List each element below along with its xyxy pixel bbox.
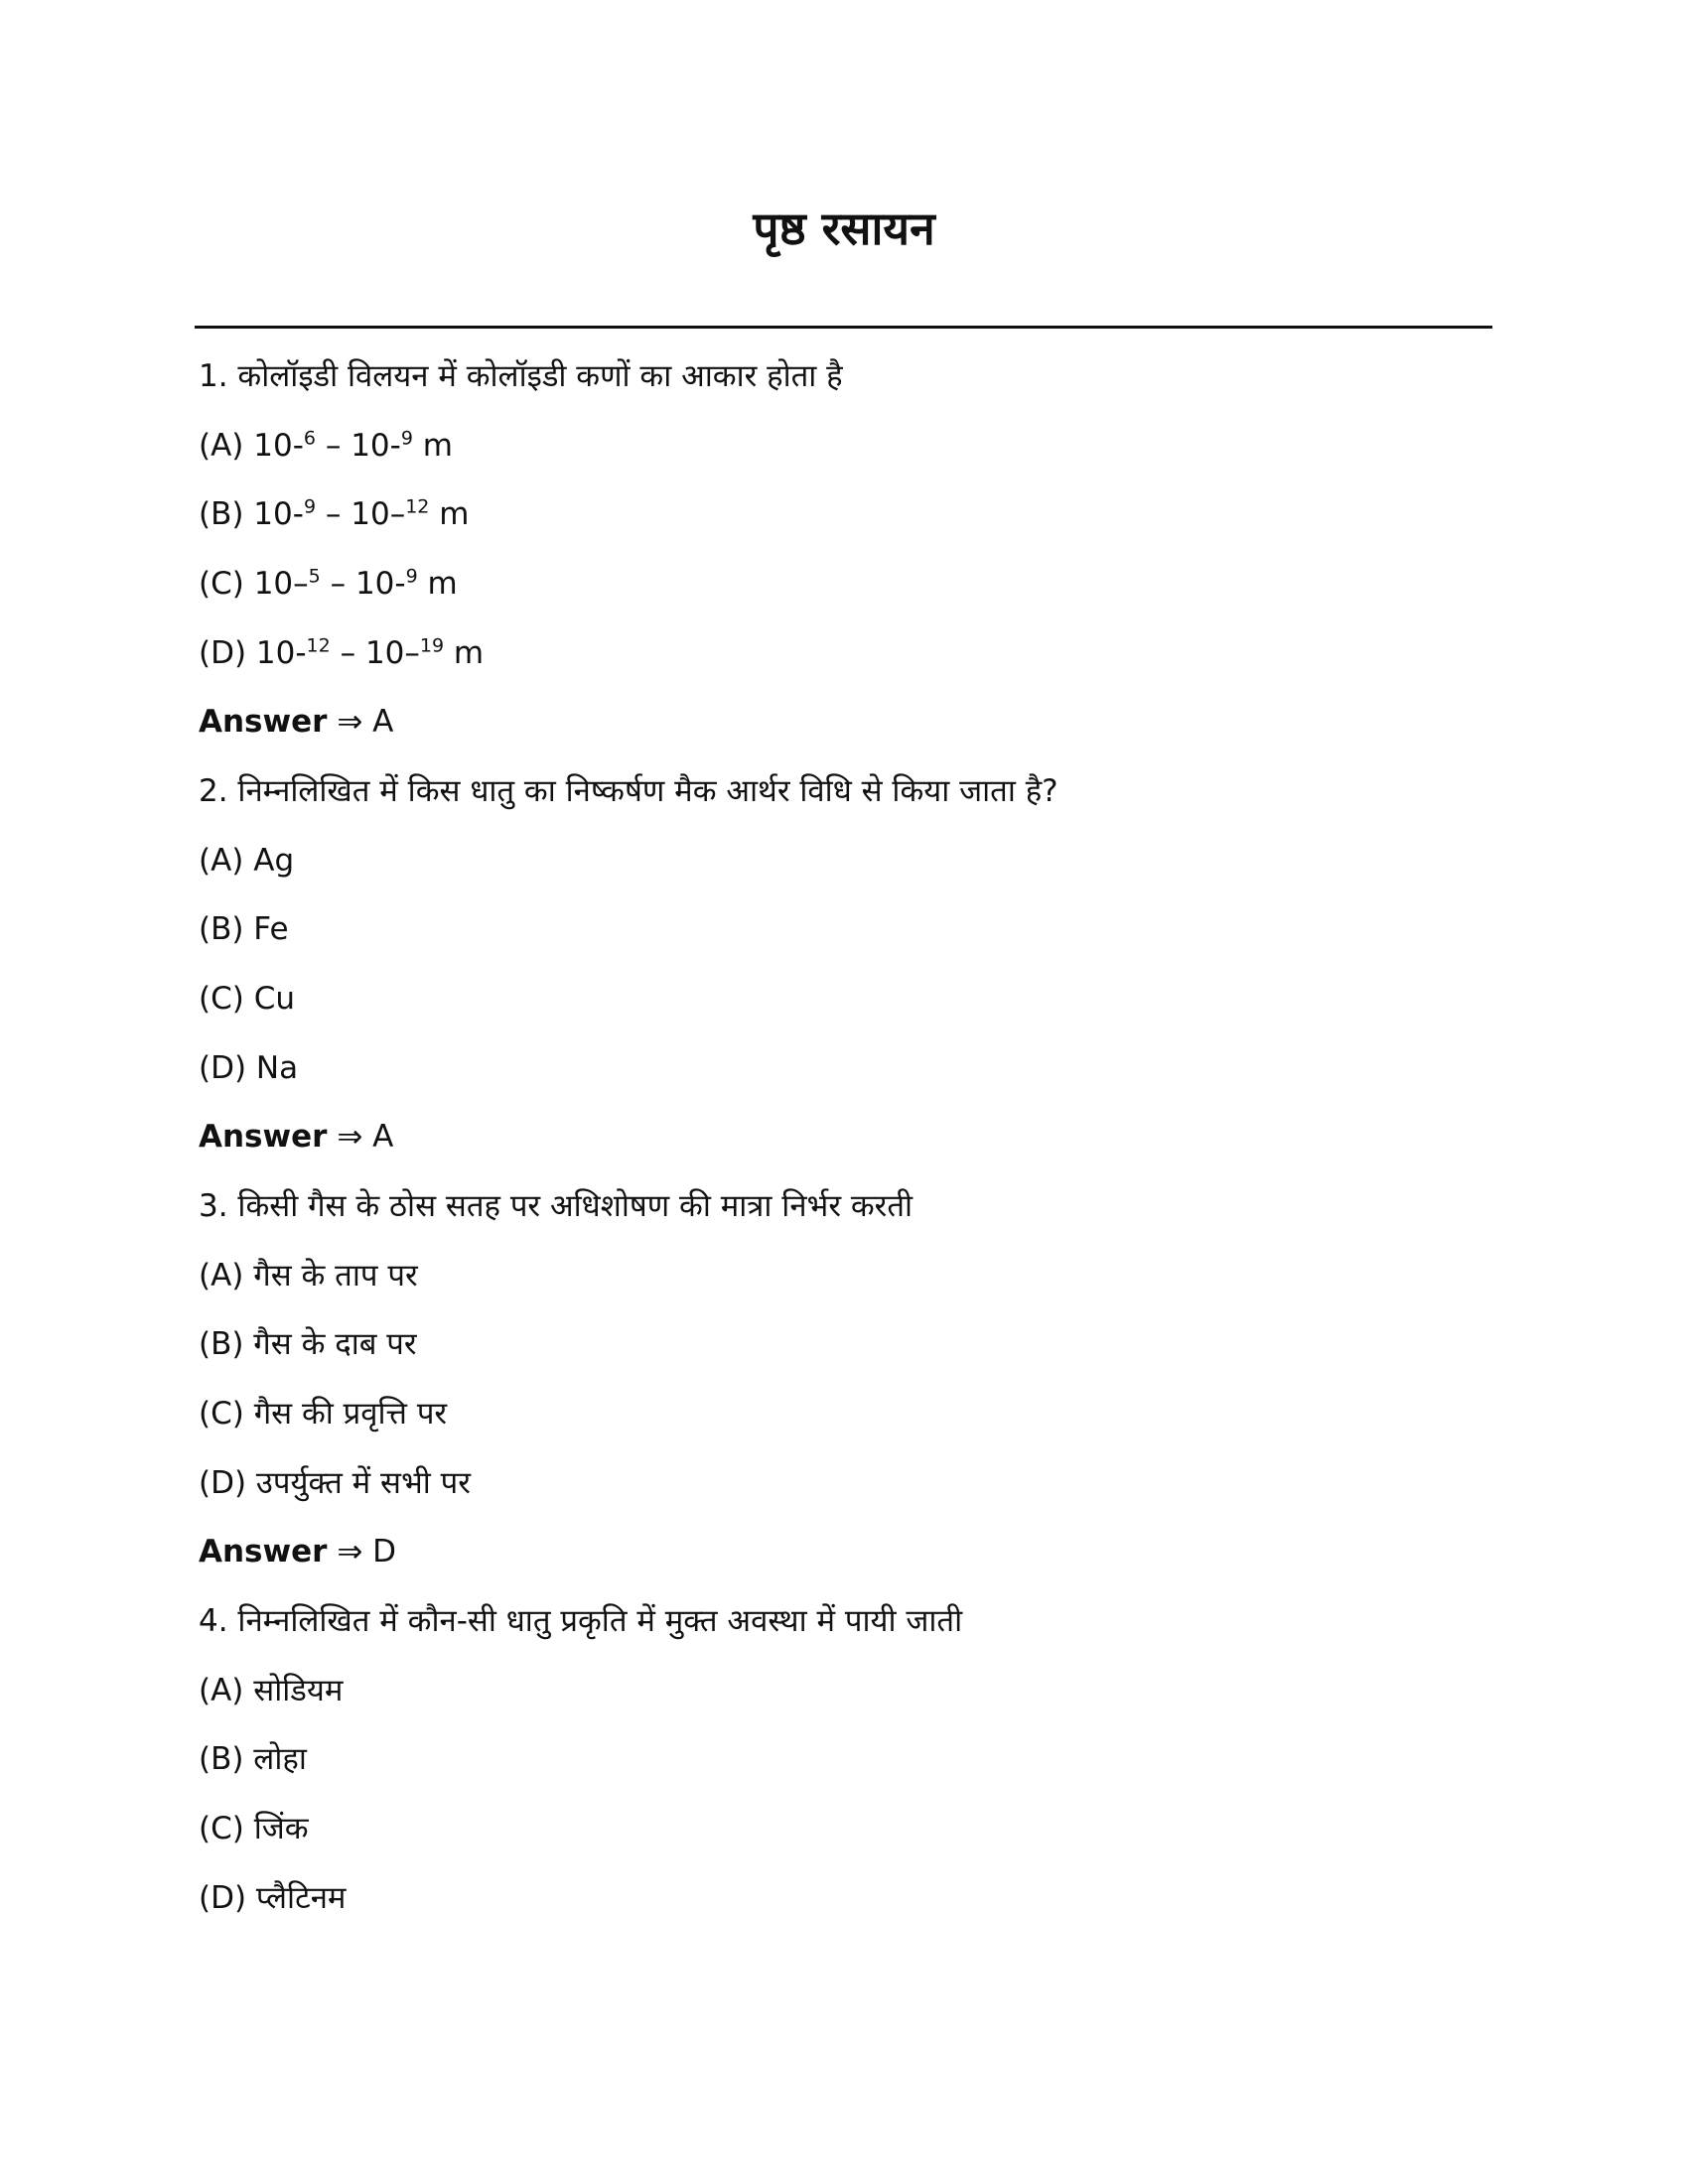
title-divider	[195, 326, 1492, 329]
question-3-option-b: (B) गैस के दाब पर	[199, 1326, 417, 1362]
question-2-text: 2. निम्नलिखित में किस धातु का निष्कर्षण मैक आर्थर विधि से किया जाता है?	[199, 773, 1058, 809]
answer-label: Answer	[199, 704, 328, 740]
question-2-option-d: (D) Na	[199, 1050, 299, 1086]
question-2-option-c: (C) Cu	[199, 981, 295, 1017]
question-3-text: 3. किसी गैस के ठोस सतह पर अधिशोषण की मात्रा निर्भर करती	[199, 1188, 914, 1224]
question-3-option-d: (D) उपर्युक्त में सभी पर	[199, 1465, 471, 1501]
question-3-answer	[199, 1530, 396, 1573]
question-1-option-b: (B) 10-$^9$ – 10–$^{12}$ m	[199, 495, 470, 532]
question-1-option-a: (A) 10-$^6$ – 10-$^9$ m	[199, 427, 453, 464]
answer-value: ⇒ A	[327, 704, 394, 740]
question-4-option-c: (C) जिंक	[199, 1811, 309, 1846]
question-1-option-d: (D) 10-$^{12}$ – 10–$^{19}$ m	[199, 634, 485, 671]
page-title: पृष्ठ रसायन	[753, 202, 935, 255]
answer-label: Answer	[199, 1119, 328, 1155]
answer-value: ⇒ A	[327, 1119, 394, 1155]
question-2-option-b: (B) Fe	[199, 911, 289, 947]
question-2-option-a: (A) Ag	[199, 843, 295, 879]
question-3-option-c: (C) गैस की प्रवृत्ति पर	[199, 1396, 448, 1432]
question-4-option-b: (B) लोहा	[199, 1741, 307, 1777]
answer-label: Answer	[199, 1534, 328, 1570]
answer-value: ⇒ D	[327, 1534, 397, 1570]
question-1-option-c: (C) 10–$^5$ – 10-$^9$ m	[199, 565, 458, 602]
question-1-answer	[199, 700, 393, 744]
question-4-option-a: (A) सोडियम	[199, 1673, 344, 1708]
question-4-text: 4. निम्नलिखित में कौन-सी धातु प्रकृति में मुक्त अवस्था में पायी जाती	[199, 1603, 963, 1639]
question-4-option-d: (D) प्लैटिनम	[199, 1880, 347, 1916]
question-2-answer	[199, 1115, 393, 1159]
question-3-option-a: (A) गैस के ताप पर	[199, 1258, 418, 1294]
question-1-text: 1. कोलॉइडी विलयन में कोलॉइडी कणों का आकार होता है	[199, 358, 843, 394]
